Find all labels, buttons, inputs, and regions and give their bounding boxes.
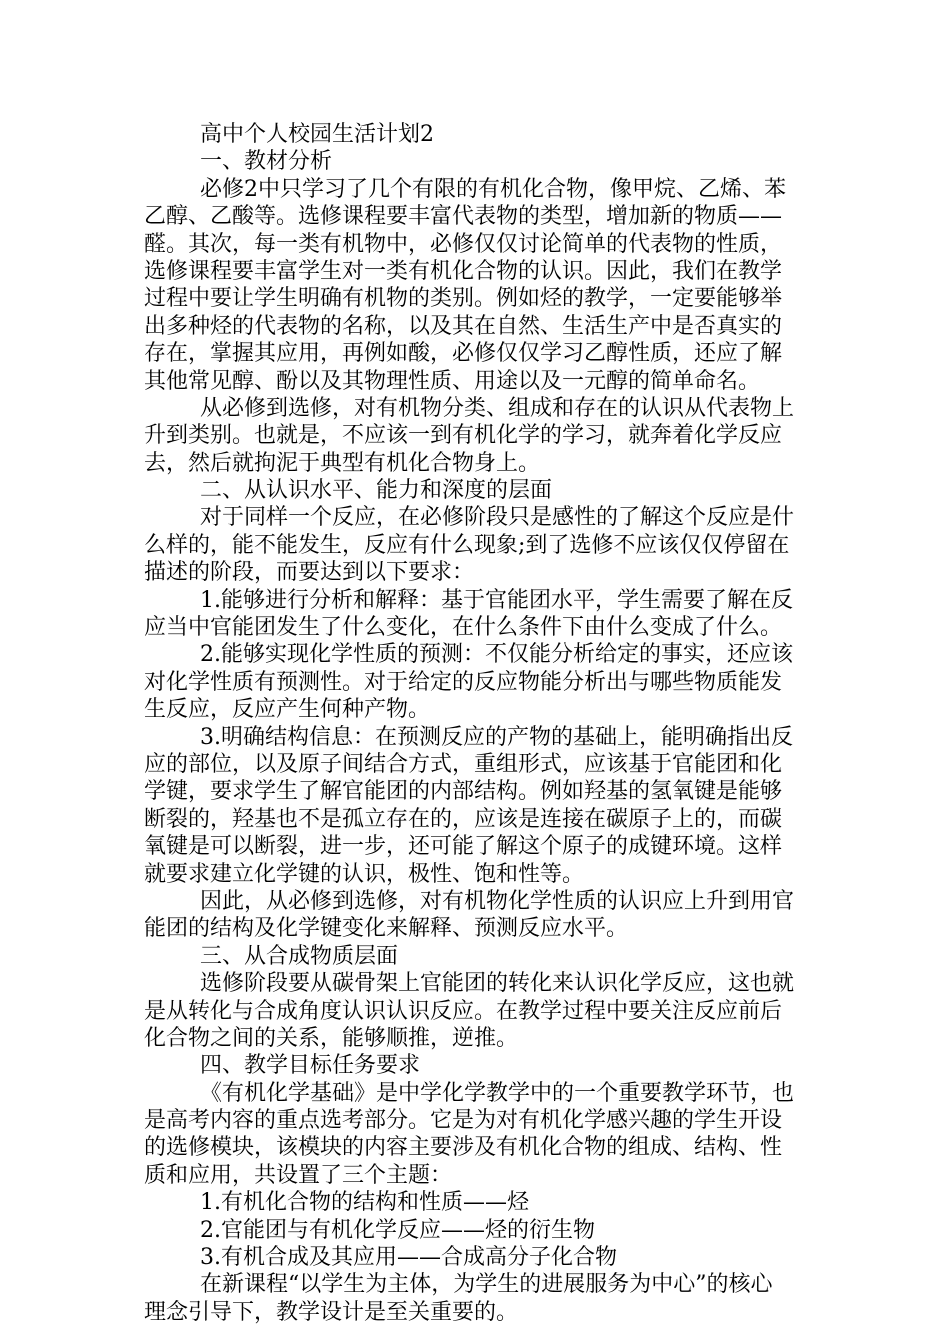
text-line: 3.有机合成及其应用——合成高分子化合物: [200, 1245, 617, 1271]
text-line: 因此，从必修到选修，对有机物化学性质的认识应上升到用官: [200, 888, 795, 914]
text-line: 二、从认识水平、能力和深度的层面: [200, 478, 553, 504]
text-line: 《有机化学基础》是中学化学教学中的一个重要教学环节，也: [200, 1080, 795, 1106]
text-line: 升到类别。也就是，不应该一到有机化学的学习，就奔着化学反应: [144, 423, 783, 449]
text-line: 三、从合成物质层面: [200, 943, 399, 969]
text-line: 化合物之间的关系，能够顺推，逆推。: [144, 1025, 519, 1051]
text-line: 1.有机化合物的结构和性质——烃: [200, 1190, 529, 1216]
text-line: 醛。其次，每一类有机物中，必修仅仅讨论简单的代表物的性质，: [144, 231, 783, 257]
text-line: 应当中官能团发生了什么变化，在什么条件下由什么变成了什么。: [144, 615, 783, 641]
text-line: 么样的，能不能发生，反应有什么现象;到了选修不应该仅仅停留在: [144, 532, 790, 558]
text-line: 应的部位，以及原子间结合方式，重组形式，应该基于官能团和化: [144, 751, 783, 777]
text-line: 学键，要求学生了解官能团的内部结构。例如羟基的氢氧键是能够: [144, 779, 783, 805]
text-line: 存在，掌握其应用，再例如酸，必修仅仅学习乙醇性质，还应了解: [144, 341, 783, 367]
text-line: 断裂的，羟基也不是孤立存在的，应该是连接在碳原子上的，而碳: [144, 806, 783, 832]
text-line: 选修课程要丰富学生对一类有机化合物的认识。因此，我们在教学: [144, 258, 783, 284]
text-line: 必修2中只学习了几个有限的有机化合物，像甲烷、乙烯、苯: [200, 176, 786, 202]
text-line: 在新课程“以学生为主体，为学生的进展服务为中心”的核心: [200, 1272, 773, 1298]
text-line: 对于同样一个反应，在必修阶段只是感性的了解这个反应是什: [200, 505, 795, 531]
text-line: 是高考内容的重点选考部分。它是为对有机化学感兴趣的学生开设: [144, 1108, 783, 1134]
text-line: 出多种烃的代表物的名称，以及其在自然、生活生产中是否真实的: [144, 313, 783, 339]
document-title: 高中个人校园生活计划2: [200, 122, 434, 147]
text-line: 描述的阶段，而要达到以下要求：: [144, 560, 475, 586]
text-line: 生反应，反应产生何种产物。: [144, 697, 431, 723]
text-line: 四、教学目标任务要求: [200, 1053, 421, 1079]
text-line: 的选修模块，该模块的内容主要涉及有机化合物的组成、结构、性: [144, 1135, 783, 1161]
text-line: 一、教材分析: [200, 149, 333, 175]
text-line: 选修阶段要从碳骨架上官能团的转化来认识化学反应，这也就: [200, 971, 795, 997]
text-line: 去，然后就拘泥于典型有机化合物身上。: [144, 450, 541, 476]
text-line: 1.能够进行分析和解释：基于官能团水平，学生需要了解在反: [200, 587, 793, 613]
text-line: 其他常见醇、酚以及其物理性质、用途以及一元醇的简单命名。: [144, 368, 761, 394]
text-line: 质和应用，共设置了三个主题：: [144, 1162, 453, 1188]
text-line: 乙醇、乙酸等。选修课程要丰富代表物的类型，增加新的物质——: [144, 204, 783, 230]
text-line: 氧键是可以断裂，进一步，还可能了解这个原子的成键环境。这样: [144, 834, 783, 860]
text-line: 理念引导下，教学设计是至关重要的。: [144, 1299, 519, 1325]
text-line: 对化学性质有预测性。对于给定的反应物能分析出与哪些物质能发: [144, 669, 783, 695]
text-line: 是从转化与合成角度认识认识反应。在教学过程中要关注反应前后: [144, 998, 783, 1024]
text-line: 3.明确结构信息：在预测反应的产物的基础上，能明确指出反: [200, 724, 793, 750]
text-line: 过程中要让学生明确有机物的类别。例如烃的教学，一定要能够举: [144, 286, 783, 312]
text-line: 2.能够实现化学性质的预测：不仅能分析给定的事实，还应该: [200, 642, 793, 668]
text-line: 能团的结构及化学键变化来解释、预测反应水平。: [144, 916, 629, 942]
text-line: 2.官能团与有机化学反应——烃的衍生物: [200, 1217, 595, 1243]
text-line: 就要求建立化学键的认识，极性、饱和性等。: [144, 861, 585, 887]
document-body: [144, 121, 808, 1326]
text-line: 从必修到选修，对有机物分类、组成和存在的认识从代表物上: [200, 395, 795, 421]
